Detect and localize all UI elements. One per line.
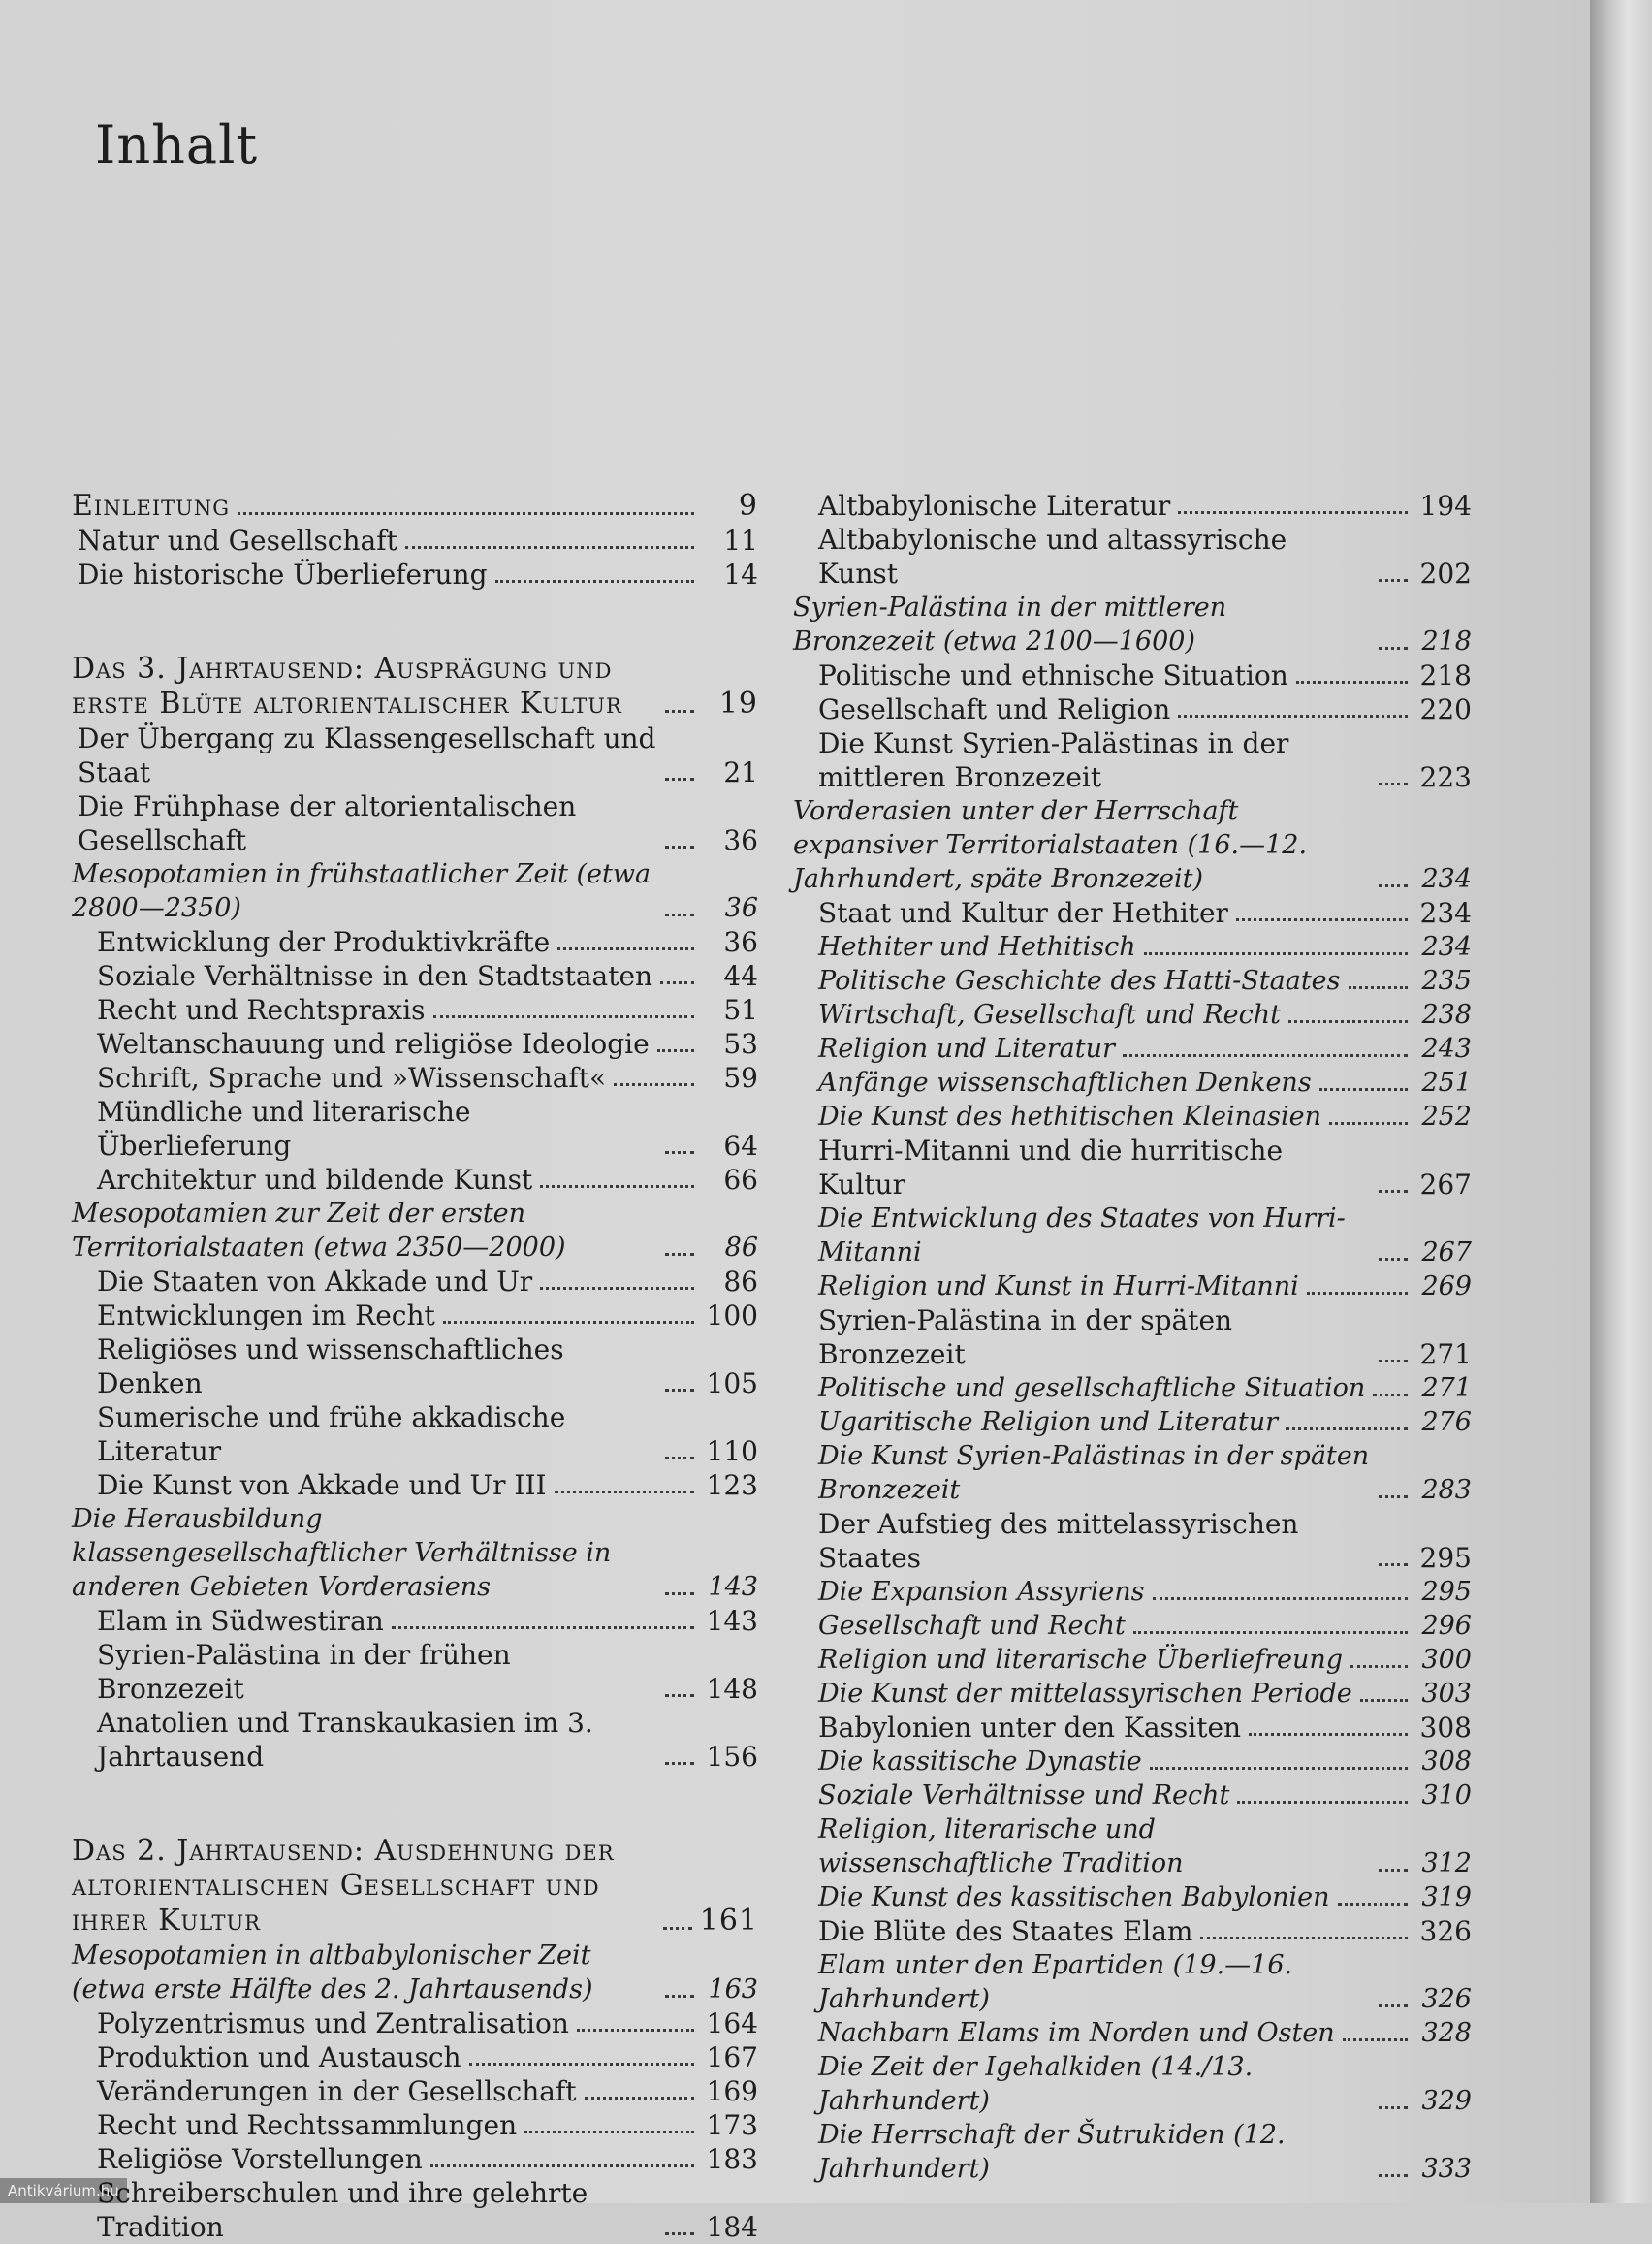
- dot-leader: [1329, 1122, 1408, 1125]
- toc-entry-title: Natur und Gesellschaft: [78, 525, 397, 557]
- toc-entry-page: 252: [1421, 1102, 1472, 1132]
- toc-entry-title: Hethiter und Hethitisch: [818, 932, 1136, 962]
- dot-leader: [238, 512, 694, 515]
- toc-entry-title: Gesellschaft und Religion: [818, 693, 1171, 725]
- toc-entry-page: 66: [723, 1164, 758, 1196]
- toc-entry-title: Das 3. Jahrtausend: Ausprägung und erste Blüte altorientalischer Kultur: [72, 652, 622, 721]
- dot-leader: [557, 947, 694, 950]
- dot-leader: [1350, 1665, 1408, 1668]
- toc-entry-page: 218: [1421, 626, 1472, 657]
- toc-entry-title: Mündliche und literarische Überlieferung: [97, 1096, 471, 1162]
- toc-entry-title: Religion und literarische Überliefreung: [818, 1645, 1344, 1675]
- dot-leader: [1379, 1563, 1408, 1566]
- toc-entry: [72, 959, 758, 993]
- toc-entry-title: Politische Geschichte des Hatti-Staates: [818, 966, 1341, 996]
- dot-leader: [665, 846, 694, 849]
- toc-entry-title: Elam in Südwestiran: [97, 1605, 384, 1637]
- dot-leader: [614, 1083, 694, 1086]
- toc-entry-page: 326: [1421, 1984, 1472, 2014]
- toc-entry: [793, 1812, 1472, 1880]
- dot-leader: [1379, 2004, 1408, 2007]
- toc-entry-title: Politische und gesellschaftliche Situation: [818, 1373, 1366, 1403]
- toc-entry: [72, 1265, 758, 1298]
- watermark: Antikvárium.hu: [0, 2178, 127, 2203]
- toc-entry-title: Syrien-Palästina in der frühen Bronzezeit: [97, 1639, 511, 1705]
- toc-entry-page: 156: [706, 1741, 758, 1773]
- toc-entry: [72, 1939, 758, 2006]
- dot-leader: [665, 1457, 694, 1459]
- toc-entry-page: 194: [1419, 490, 1472, 522]
- toc-entry-page: 105: [706, 1367, 758, 1399]
- toc-entry: [72, 857, 758, 925]
- toc-entry-title: Religion und Kunst in Hurri-Mitanni: [818, 1271, 1299, 1301]
- toc-entry: [72, 1638, 758, 1706]
- toc-entry-title: Religiöses und wissenschaftliches Denken: [97, 1333, 564, 1399]
- dot-leader: [405, 546, 694, 549]
- dot-leader: [1144, 952, 1408, 955]
- toc-entry: [72, 789, 758, 857]
- toc-entry-page: 333: [1421, 2154, 1472, 2184]
- toc-entry-title: Die Kunst der mittelassyrischen Periode: [818, 1679, 1352, 1709]
- dot-leader: [443, 1321, 694, 1324]
- toc-entry: [793, 1677, 1472, 1711]
- dot-leader: [1123, 1054, 1408, 1057]
- dot-leader: [665, 2232, 694, 2235]
- dot-leader: [657, 1049, 694, 1052]
- dot-leader: [1133, 1631, 1408, 1634]
- toc-entry-title: Die Kunst Syrien-Palästinas in der späten Bronzezeit: [818, 1441, 1370, 1505]
- toc-entry-page: 251: [1421, 1068, 1472, 1098]
- page-title: Inhalt: [95, 114, 259, 176]
- toc-entry-title: Die Expansion Assyriens: [818, 1577, 1145, 1607]
- toc-entry-page: 267: [1421, 1237, 1472, 1267]
- toc-entry: [793, 1575, 1472, 1609]
- dot-leader: [665, 1995, 694, 1998]
- toc-entry-title: Die Kunst Syrien-Palästinas in der mittleren Bronzezeit: [818, 727, 1289, 793]
- toc-entry-page: 14: [723, 559, 758, 591]
- toc-entry-page: 183: [706, 2143, 758, 2175]
- toc-entry-page: 100: [706, 1299, 758, 1331]
- dot-leader: [1379, 1360, 1408, 1362]
- toc-entry: [72, 2074, 758, 2108]
- toc-entry: [72, 1502, 758, 1604]
- toc-entry-page: 9: [738, 489, 758, 523]
- toc-entry: [793, 1507, 1472, 1575]
- toc-section-heading: [72, 489, 758, 524]
- toc-entry: [793, 692, 1472, 726]
- toc-entry: [793, 1134, 1472, 1202]
- toc-section-heading: [72, 1834, 758, 1939]
- toc-entry: [793, 896, 1472, 930]
- dot-leader: [665, 1762, 694, 1765]
- dot-leader: [665, 1151, 694, 1154]
- toc-entry: [793, 1880, 1472, 1914]
- toc-entry-page: 276: [1421, 1407, 1472, 1437]
- dot-leader: [1379, 783, 1408, 785]
- toc-entry-page: 326: [1419, 1915, 1472, 1947]
- toc-entry: [72, 2142, 758, 2176]
- toc-entry-title: Nachbarn Elams im Norden und Osten: [818, 2018, 1335, 2048]
- dot-leader: [1379, 579, 1408, 582]
- toc-entry: [72, 1332, 758, 1400]
- toc-entry-title: Altbabylonische und altassyrische Kunst: [818, 524, 1287, 590]
- toc-entry-page: 267: [1419, 1169, 1472, 1201]
- toc-entry-page: 44: [723, 960, 758, 992]
- toc-entry-page: 271: [1421, 1373, 1472, 1403]
- toc-entry-page: 21: [723, 756, 758, 788]
- toc-entry-page: 243: [1421, 1034, 1472, 1064]
- toc-entry: [72, 1197, 758, 1265]
- dot-leader: [585, 2097, 694, 2100]
- toc-entry: [793, 523, 1472, 591]
- dot-leader: [433, 1015, 694, 1018]
- toc-entry-page: 36: [723, 926, 758, 958]
- dot-leader: [1319, 1088, 1408, 1091]
- toc-entry-page: 308: [1421, 1747, 1472, 1777]
- toc-entry-title: Sumerische und frühe akkadische Literatur: [97, 1401, 566, 1467]
- toc-entry-title: Religiöse Vorstellungen: [97, 2143, 423, 2175]
- dot-leader: [540, 1287, 694, 1290]
- toc-entry: [793, 2118, 1472, 2186]
- toc-entry-page: 234: [1419, 897, 1472, 929]
- toc-entry-page: 110: [706, 1435, 758, 1467]
- toc-entry-title: Mesopotamien zur Zeit der ersten Territorialstaaten (etwa 2350—2000): [72, 1199, 566, 1263]
- toc-entry: [72, 993, 758, 1027]
- dot-leader: [665, 1592, 694, 1595]
- toc-entry-title: Die Herrschaft der Šutrukiden (12. Jahrhundert): [818, 2120, 1286, 2184]
- toc-entry: [793, 1100, 1472, 1134]
- toc-entry-title: Ugaritische Religion und Literatur: [818, 1407, 1279, 1437]
- toc-entry-page: 328: [1421, 2018, 1472, 2048]
- toc-entry-title: Wirtschaft, Gesellschaft und Recht: [818, 1000, 1281, 1030]
- toc-entry: [793, 591, 1472, 658]
- toc-entry-page: 220: [1419, 693, 1472, 725]
- toc-entry-title: Entwicklung der Produktivkräfte: [97, 926, 551, 958]
- toc-entry-title: Die Zeit der Igehalkiden (14./13. Jahrhundert): [818, 2052, 1254, 2116]
- toc-entry-title: Soziale Verhältnisse und Recht: [818, 1780, 1230, 1811]
- toc-entry: [793, 489, 1472, 523]
- dot-leader: [540, 1185, 694, 1188]
- dot-leader: [665, 1694, 694, 1697]
- toc-entry-title: Politische und ethnische Situation: [818, 659, 1288, 691]
- toc-entry: [72, 721, 758, 789]
- dot-leader: [1178, 511, 1408, 514]
- toc-entry-page: 303: [1421, 1679, 1472, 1709]
- toc-entry-title: Syrien-Palästina in der mittleren Bronzezeit (etwa 2100—1600): [793, 593, 1227, 657]
- toc-entry: [793, 998, 1472, 1032]
- toc-entry-page: 312: [1421, 1848, 1472, 1878]
- toc-entry: [72, 558, 758, 592]
- toc-entry-title: Anatolien und Transkaukasien im 3. Jahrtausend: [97, 1707, 593, 1773]
- toc-entry-title: Die Staaten von Akkade und Ur: [97, 1266, 533, 1298]
- toc-entry-page: 164: [706, 2007, 758, 2039]
- dot-leader: [1307, 1292, 1408, 1295]
- toc-entry: [72, 2176, 758, 2244]
- dot-leader: [1379, 2106, 1408, 2109]
- toc-entry: [793, 1269, 1472, 1303]
- dot-leader: [665, 1389, 694, 1392]
- toc-entry-page: 269: [1421, 1271, 1472, 1301]
- toc-entry-title: Hurri-Mitanni und die hurritische Kultur: [818, 1135, 1284, 1201]
- toc-entry-title: Elam unter den Epartiden (19.—16. Jahrhundert): [818, 1950, 1293, 2014]
- toc-entry: [793, 1405, 1472, 1439]
- toc-entry-page: 238: [1421, 1000, 1472, 1030]
- toc-entry: [72, 1400, 758, 1468]
- toc-entry: [72, 1027, 758, 1061]
- toc-entry: [793, 726, 1472, 794]
- toc-entry: [72, 1706, 758, 1774]
- toc-entry-title: Die Frühphase der altorientalischen Gesellschaft: [78, 790, 577, 856]
- toc-entry: [793, 1745, 1472, 1779]
- dot-leader: [1249, 1733, 1408, 1736]
- toc-entry-title: Die kassitische Dynastie: [818, 1747, 1142, 1777]
- toc-entry-title: Babylonien unter den Kassiten: [818, 1712, 1242, 1744]
- dot-leader: [1296, 681, 1408, 684]
- toc-entry: [72, 524, 758, 558]
- toc-entry: [72, 2108, 758, 2142]
- toc-entry-title: Recht und Rechtspraxis: [97, 994, 426, 1026]
- toc-entry-page: 184: [706, 2211, 758, 2243]
- toc-entry: [793, 1643, 1472, 1677]
- toc-entry-title: Religion, literarische und wissenschaftliche Tradition: [818, 1814, 1184, 1878]
- toc-entry-page: 167: [706, 2041, 758, 2073]
- toc-entry-page: 234: [1421, 932, 1472, 962]
- dot-leader: [577, 2029, 694, 2032]
- toc-entry: [793, 1202, 1472, 1269]
- toc-entry-title: Architektur und bildende Kunst: [97, 1164, 533, 1196]
- toc-entry-title: Mesopotamien in frühstaatlicher Zeit (etwa 2800—2350): [72, 859, 651, 923]
- toc-entry-title: Entwicklungen im Recht: [97, 1299, 435, 1331]
- dot-leader: [1153, 1597, 1409, 1600]
- toc-entry-title: Schreiberschulen und ihre gelehrte Tradition: [97, 2177, 588, 2243]
- dot-leader: [1349, 986, 1408, 989]
- toc-entry-page: 173: [706, 2109, 758, 2141]
- toc-left-column: [72, 489, 758, 2244]
- facing-page-edge: [1590, 0, 1652, 2203]
- toc-entry: [793, 964, 1472, 998]
- toc-entry-title: Schrift, Sprache und »Wissenschaft«: [97, 1062, 607, 1094]
- toc-entry: [793, 1914, 1472, 1948]
- toc-entry: [793, 930, 1472, 964]
- dot-leader: [1236, 918, 1408, 921]
- dot-leader: [1338, 1903, 1408, 1906]
- toc-entry: [72, 1061, 758, 1095]
- toc-entry-title: Produktion und Austausch: [97, 2041, 461, 2073]
- dot-leader: [665, 778, 694, 781]
- toc-entry-title: Recht und Rechtssammlungen: [97, 2109, 518, 2141]
- toc-entry: [793, 1066, 1472, 1100]
- toc-entry-page: 64: [723, 1130, 758, 1162]
- toc-entry: [72, 925, 758, 959]
- dot-leader: [1200, 1937, 1408, 1939]
- toc-entry-title: Religion und Literatur: [818, 1034, 1115, 1064]
- toc-entry-page: 86: [723, 1266, 758, 1298]
- toc-entry-title: Die Herausbildung klassengesellschaftlicher Verhältnisse in anderen Gebieten Vorderasiens: [72, 1504, 612, 1602]
- toc-entry-page: 223: [1419, 761, 1472, 793]
- toc-entry: [793, 1779, 1472, 1812]
- toc-entry-page: 36: [724, 893, 758, 923]
- toc-entry-title: Staat und Kultur der Hethiter: [818, 897, 1228, 929]
- toc-entry-title: Der Übergang zu Klassengesellschaft und Staat: [78, 722, 656, 788]
- dot-leader: [663, 1927, 692, 1930]
- toc-entry: [793, 794, 1472, 896]
- toc-entry-title: Die Blüte des Staates Elam: [818, 1915, 1193, 1947]
- dot-leader: [1379, 1258, 1408, 1261]
- dot-leader: [1379, 884, 1408, 887]
- dot-leader: [660, 981, 694, 984]
- toc-section-heading: [72, 652, 758, 721]
- toc-entry: [72, 2006, 758, 2040]
- dot-leader: [1379, 2174, 1408, 2177]
- dot-leader: [1343, 2038, 1408, 2041]
- toc-entry-title: Der Aufstieg des mittelassyrischen Staates: [818, 1508, 1299, 1574]
- toc-entry-page: 235: [1421, 966, 1472, 996]
- toc-entry: [793, 1609, 1472, 1643]
- toc-entry: [793, 1371, 1472, 1405]
- toc-entry-title: Die Kunst von Akkade und Ur III: [97, 1469, 547, 1501]
- toc-entry: [793, 1303, 1472, 1371]
- dot-leader: [495, 580, 694, 583]
- toc-entry: [793, 1948, 1472, 2016]
- toc-entry: [72, 2040, 758, 2074]
- toc-entry: [793, 1711, 1472, 1745]
- toc-entry-title: Die Kunst des hethitischen Kleinasien: [818, 1102, 1321, 1132]
- toc-entry-title: Soziale Verhältnisse in den Stadtstaaten: [97, 960, 653, 992]
- dot-leader: [665, 1253, 694, 1256]
- toc-entry-page: 218: [1419, 659, 1472, 691]
- toc-entry-title: Altbabylonische Literatur: [818, 490, 1171, 522]
- toc-entry-title: Die Entwicklung des Staates von Hurri-Mitanni: [818, 1203, 1346, 1267]
- dot-leader: [469, 2063, 694, 2066]
- toc-entry: [72, 1604, 758, 1638]
- toc-entry-title: Polyzentrismus und Zentralisation: [97, 2007, 569, 2039]
- toc-entry: [72, 1298, 758, 1332]
- toc-entry-title: Mesopotamien in altbabylonischer Zeit (etwa erste Hälfte des 2. Jahrtausends): [72, 1940, 593, 2004]
- toc-entry: [793, 658, 1472, 692]
- toc-entry-page: 271: [1419, 1338, 1472, 1370]
- dot-leader: [1237, 1801, 1408, 1804]
- toc-entry-page: 19: [718, 687, 758, 721]
- dot-leader: [430, 2164, 694, 2167]
- toc-entry-page: 86: [724, 1233, 758, 1263]
- toc-entry-page: 36: [723, 824, 758, 856]
- dot-leader: [524, 2131, 694, 2133]
- toc-entry-page: 143: [708, 1572, 758, 1602]
- toc-entry-page: 329: [1421, 2086, 1472, 2116]
- toc-entry: [793, 1032, 1472, 1066]
- dot-leader: [1150, 1767, 1408, 1770]
- toc-entry-page: 295: [1419, 1542, 1472, 1574]
- toc-entry: [72, 1468, 758, 1502]
- dot-leader: [1286, 1427, 1408, 1430]
- toc-entry-page: 143: [706, 1605, 758, 1637]
- toc-entry-page: 319: [1421, 1882, 1472, 1912]
- dot-leader: [392, 1626, 694, 1629]
- toc-right-column: [793, 489, 1472, 2186]
- dot-leader: [1178, 715, 1408, 718]
- toc-entry-page: 234: [1421, 864, 1472, 894]
- toc-entry-title: Die historische Überlieferung: [78, 559, 488, 591]
- toc-entry-title: Anfänge wissenschaftlichen Denkens: [818, 1068, 1312, 1098]
- dot-leader: [665, 710, 694, 713]
- dot-leader: [1379, 1495, 1408, 1498]
- toc-entry: [793, 2050, 1472, 2118]
- toc-entry-page: 283: [1421, 1475, 1472, 1505]
- toc-entry-title: Weltanschauung und religiöse Ideologie: [97, 1028, 650, 1060]
- toc-entry: [72, 1163, 758, 1197]
- dot-leader: [665, 914, 694, 916]
- toc-entry-page: 11: [723, 525, 758, 557]
- toc-entry-title: Die Kunst des kassitischen Babylonien: [818, 1882, 1330, 1912]
- dot-leader: [1379, 647, 1408, 650]
- toc-entry-page: 53: [723, 1028, 758, 1060]
- toc-entry-title: Das 2. Jahrtausend: Ausdehnung der altorientalischen Gesellschaft und ihrer Kultur: [72, 1834, 615, 1938]
- toc-entry-page: 310: [1421, 1780, 1472, 1811]
- toc-entry-title: Einleitung: [72, 489, 230, 523]
- toc-entry: [793, 2016, 1472, 2050]
- toc-entry-page: 51: [723, 994, 758, 1026]
- toc-entry-page: 296: [1421, 1611, 1472, 1641]
- toc-entry-page: 169: [706, 2075, 758, 2107]
- toc-entry-page: 123: [706, 1469, 758, 1501]
- toc-entry: [793, 1439, 1472, 1507]
- toc-entry-page: 161: [699, 1904, 758, 1938]
- toc-entry-title: Gesellschaft und Recht: [818, 1611, 1126, 1641]
- toc-entry-page: 300: [1421, 1645, 1472, 1675]
- toc-entry-page: 148: [706, 1673, 758, 1705]
- toc-entry-title: Veränderungen in der Gesellschaft: [97, 2075, 577, 2107]
- toc-entry: [72, 1095, 758, 1163]
- toc-entry-page: 202: [1419, 558, 1472, 590]
- dot-leader: [1379, 1190, 1408, 1193]
- toc-entry-page: 295: [1421, 1577, 1472, 1607]
- dot-leader: [1379, 1869, 1408, 1872]
- toc-entry-title: Syrien-Palästina in der späten Bronzezeit: [818, 1304, 1233, 1370]
- dot-leader: [1360, 1699, 1408, 1702]
- dot-leader: [1288, 1020, 1408, 1023]
- dot-leader: [1373, 1394, 1408, 1396]
- toc-entry-page: 59: [723, 1062, 758, 1094]
- dot-leader: [555, 1491, 694, 1493]
- toc-entry-page: 163: [708, 1974, 758, 2004]
- toc-entry-page: 308: [1419, 1712, 1472, 1744]
- toc-entry-title: Vorderasien unter der Herrschaft expansiver Territorialstaaten (16.—12. Jahrhundert, späte Bronzezeit): [793, 796, 1308, 894]
